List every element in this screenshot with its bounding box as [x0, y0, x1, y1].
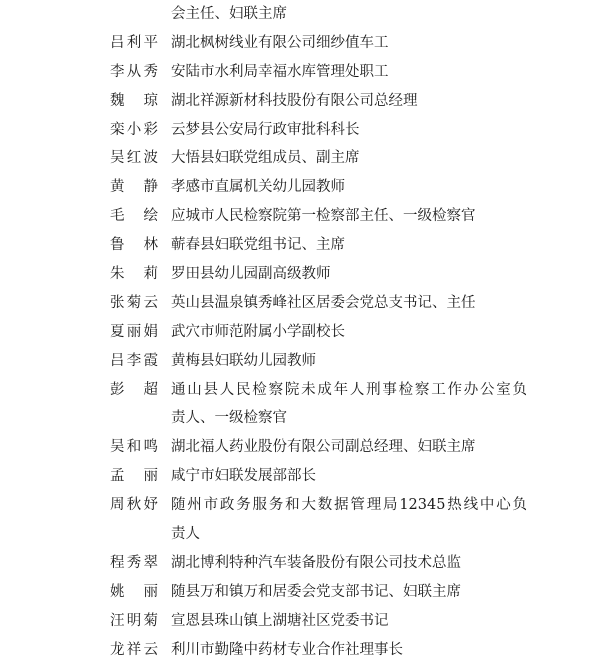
person-title: 责人 — [171, 526, 200, 543]
person-name: 朱 莉 — [110, 266, 158, 283]
person-title: 湖北祥源新材科技股份有限公司总经理 — [171, 92, 418, 109]
person-name: 张菊云 — [110, 294, 158, 311]
list-item — [0, 578, 603, 607]
list-item — [0, 347, 603, 376]
person-title: 通山县人民检察院未成年人刑事检察工作办公室负 — [171, 381, 527, 398]
person-name: 龙祥云 — [110, 641, 158, 658]
list-item — [0, 462, 603, 491]
list-item — [0, 58, 603, 87]
person-title: 湖北福人药业股份有限公司副总经理、妇联主席 — [171, 439, 476, 456]
list-item — [0, 116, 603, 145]
person-title: 会主任、妇联主席 — [171, 6, 287, 22]
list-item — [0, 87, 603, 116]
person-name: 吴和鸣 — [110, 439, 158, 456]
person-title: 安陆市水利局幸福水库管理处职工 — [171, 63, 389, 80]
list-item — [0, 433, 603, 462]
list-item — [0, 491, 603, 520]
person-title: 利川市勤隆中药材专业合作社理事长 — [171, 641, 403, 658]
person-title: 责人、一级检察官 — [171, 410, 287, 427]
person-title: 云梦县公安局行政审批科科长 — [171, 121, 360, 138]
person-title: 湖北枫树线业有限公司细纱值车工 — [171, 34, 389, 51]
list-item — [0, 144, 603, 173]
person-name: 周秋妤 — [110, 497, 158, 514]
person-title: 孝感市直属机关幼儿园教师 — [171, 179, 345, 196]
list-item — [0, 607, 603, 636]
person-name: 栾小彩 — [110, 121, 158, 138]
person-name: 李从秀 — [110, 63, 158, 80]
list-item — [0, 520, 603, 549]
list-item — [0, 376, 603, 405]
list-item — [0, 636, 603, 665]
list-item — [0, 404, 603, 433]
person-name: 汪明菊 — [110, 612, 158, 629]
list-item — [0, 173, 603, 202]
list-item — [0, 549, 603, 578]
person-name: 吕李霞 — [110, 352, 158, 369]
person-title: 罗田县幼儿园副高级教师 — [171, 266, 331, 283]
person-name: 程秀翠 — [110, 554, 158, 571]
person-title: 黄梅县妇联幼儿园教师 — [171, 352, 316, 369]
person-title: 英山县温泉镇秀峰社区居委会党总支书记、主任 — [171, 294, 476, 311]
person-title: 应城市人民检察院第一检察部主任、一级检察官 — [171, 208, 476, 225]
list-item — [0, 0, 603, 29]
list-item — [0, 231, 603, 260]
person-name: 吕利平 — [110, 34, 158, 51]
person-name: 夏丽娟 — [110, 323, 158, 340]
list-item — [0, 260, 603, 289]
person-title: 武穴市师范附属小学副校长 — [171, 323, 345, 340]
person-name: 魏 琼 — [110, 92, 158, 109]
person-name: 姚 丽 — [110, 583, 158, 600]
person-title: 咸宁市妇联发展部部长 — [171, 468, 316, 485]
person-name: 毛 绘 — [110, 208, 158, 225]
person-title: 随州市政务服务和大数据管理局12345热线中心负 — [171, 497, 527, 514]
person-name: 鲁 林 — [110, 237, 158, 254]
list-item — [0, 202, 603, 231]
list-item — [0, 29, 603, 58]
person-name: 彭 超 — [110, 381, 158, 398]
person-title: 随县万和镇万和居委会党支部书记、妇联主席 — [171, 583, 461, 600]
list-item — [0, 289, 603, 318]
list-item — [0, 318, 603, 347]
person-title: 宣恩县珠山镇上湖塘社区党委书记 — [171, 612, 389, 629]
person-title: 大悟县妇联党组成员、副主席 — [171, 150, 360, 167]
person-name: 黄 静 — [110, 179, 158, 196]
person-name: 吴红波 — [110, 150, 158, 167]
person-name: 孟 丽 — [110, 468, 158, 485]
person-title: 湖北博利特种汽车装备股份有限公司技术总监 — [171, 554, 461, 571]
person-title: 蕲春县妇联党组书记、主席 — [171, 237, 345, 254]
